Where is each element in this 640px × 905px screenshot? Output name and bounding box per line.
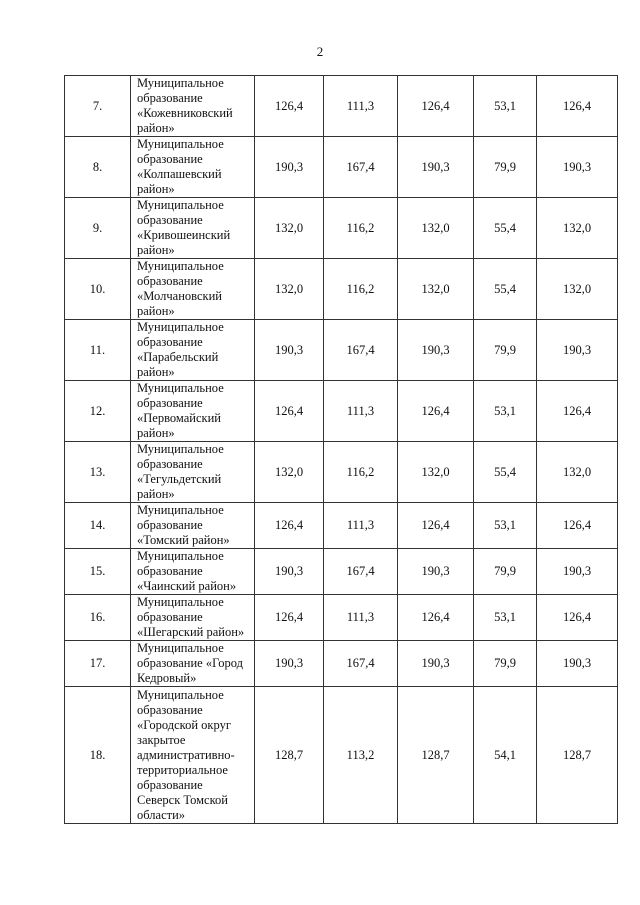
table-row <box>65 442 618 503</box>
municipality-name-line: образование <box>137 213 203 227</box>
value-cell-5: 128,7 <box>537 687 618 824</box>
municipality-name-line: образование <box>137 457 203 471</box>
value-cell-3: 132,0 <box>398 259 474 320</box>
municipality-name-line: «Колпашевский <box>137 167 222 181</box>
municipality-name-line: образование <box>137 518 203 532</box>
municipality-name-line: образование «Город <box>137 656 243 670</box>
table-body <box>65 76 618 824</box>
municipality-name <box>131 503 255 549</box>
value-cell-3: 126,4 <box>398 76 474 137</box>
value-cell-4: 53,1 <box>474 381 537 442</box>
value-cell-4: 79,9 <box>474 137 537 198</box>
municipality-name-line: Муниципальное <box>137 442 224 456</box>
municipality-name-line: Северск Томской <box>137 792 228 807</box>
municipality-name-line: «Городской округ <box>137 717 231 732</box>
municipality-name-line: «Чаинский район» <box>137 579 237 593</box>
row-number: 7. <box>65 76 131 137</box>
row-number: 8. <box>65 137 131 198</box>
municipality-name-line: Муниципальное <box>137 381 224 395</box>
table-row <box>65 381 618 442</box>
value-cell-2: 167,4 <box>324 137 398 198</box>
value-cell-2: 111,3 <box>324 381 398 442</box>
value-cell-5: 126,4 <box>537 503 618 549</box>
value-cell-4: 79,9 <box>474 320 537 381</box>
table-row <box>65 198 618 259</box>
value-cell-2: 111,3 <box>324 595 398 641</box>
value-cell-3: 126,4 <box>398 503 474 549</box>
row-number: 14. <box>65 503 131 549</box>
value-cell-3: 190,3 <box>398 137 474 198</box>
value-cell-1: 126,4 <box>255 595 324 641</box>
municipality-name-line: Муниципальное <box>137 641 224 655</box>
value-cell-3: 190,3 <box>398 641 474 687</box>
municipality-name-line: «Парабельский <box>137 350 219 364</box>
row-number: 12. <box>65 381 131 442</box>
municipality-name-line: район» <box>137 487 175 501</box>
row-number: 17. <box>65 641 131 687</box>
municipality-name-line: Муниципальное <box>137 687 224 702</box>
row-number: 9. <box>65 198 131 259</box>
municipality-name <box>131 320 255 381</box>
value-cell-1: 126,4 <box>255 76 324 137</box>
table-row <box>65 320 618 381</box>
municipality-name <box>131 381 255 442</box>
value-cell-3: 126,4 <box>398 595 474 641</box>
municipality-name-line: образование <box>137 610 203 624</box>
value-cell-2: 116,2 <box>324 198 398 259</box>
table-row <box>65 549 618 595</box>
value-cell-1: 190,3 <box>255 137 324 198</box>
row-number: 10. <box>65 259 131 320</box>
municipality-name <box>131 198 255 259</box>
table-row <box>65 259 618 320</box>
page-number: 2 <box>316 44 324 59</box>
value-cell-1: 190,3 <box>255 549 324 595</box>
row-number: 18. <box>65 687 131 824</box>
municipality-name-line: «Шегарский район» <box>137 625 245 639</box>
municipality-name-line: образование <box>137 91 203 105</box>
municipality-name-line: «Томский район» <box>137 533 230 547</box>
municipality-name-line: район» <box>137 121 175 135</box>
value-cell-1: 126,4 <box>255 381 324 442</box>
municipality-name-line: район» <box>137 243 175 257</box>
municipality-name-line: образование <box>137 702 203 717</box>
municipality-name-line: «Кривошеинский <box>137 228 231 242</box>
municipality-name-line: Муниципальное <box>137 320 224 334</box>
municipality-name-line: район» <box>137 426 175 440</box>
value-cell-2: 116,2 <box>324 259 398 320</box>
municipality-name-line: Муниципальное <box>137 259 224 273</box>
municipality-name-line: образование <box>137 335 203 349</box>
municipality-name <box>131 76 255 137</box>
row-number: 15. <box>65 549 131 595</box>
value-cell-4: 53,1 <box>474 76 537 137</box>
municipality-name-line: «Кожевниковский <box>137 106 233 120</box>
municipality-name-line: образование <box>137 777 203 792</box>
municipality-name <box>131 687 255 824</box>
municipality-name-line: Муниципальное <box>137 76 224 90</box>
value-cell-1: 126,4 <box>255 503 324 549</box>
value-cell-1: 190,3 <box>255 641 324 687</box>
value-cell-5: 126,4 <box>537 76 618 137</box>
table-row <box>65 76 618 137</box>
table-row <box>65 137 618 198</box>
value-cell-4: 55,4 <box>474 198 537 259</box>
value-cell-5: 190,3 <box>537 137 618 198</box>
table-row <box>65 503 618 549</box>
municipality-name <box>131 595 255 641</box>
value-cell-3: 132,0 <box>398 198 474 259</box>
table-row <box>65 641 618 687</box>
value-cell-4: 79,9 <box>474 641 537 687</box>
table-row <box>65 687 618 824</box>
value-cell-5: 126,4 <box>537 595 618 641</box>
municipality-name <box>131 259 255 320</box>
value-cell-4: 54,1 <box>474 687 537 824</box>
value-cell-2: 167,4 <box>324 320 398 381</box>
municipality-name <box>131 442 255 503</box>
municipality-name <box>131 641 255 687</box>
value-cell-3: 126,4 <box>398 381 474 442</box>
value-cell-2: 113,2 <box>324 687 398 824</box>
municipality-name-line: Муниципальное <box>137 198 224 212</box>
table-row <box>65 595 618 641</box>
value-cell-4: 53,1 <box>474 503 537 549</box>
value-cell-3: 128,7 <box>398 687 474 824</box>
value-cell-5: 132,0 <box>537 442 618 503</box>
municipality-name <box>131 137 255 198</box>
value-cell-1: 190,3 <box>255 320 324 381</box>
value-cell-5: 190,3 <box>537 549 618 595</box>
municipality-name-line: «Первомайский <box>137 411 221 425</box>
municipality-name-line: образование <box>137 564 203 578</box>
value-cell-1: 128,7 <box>255 687 324 824</box>
value-cell-2: 111,3 <box>324 503 398 549</box>
municipality-name-line: области» <box>137 807 186 822</box>
municipality-name-line: район» <box>137 304 175 318</box>
value-cell-2: 167,4 <box>324 549 398 595</box>
value-cell-4: 55,4 <box>474 442 537 503</box>
municipality-name-line: образование <box>137 396 203 410</box>
value-cell-4: 79,9 <box>474 549 537 595</box>
value-cell-1: 132,0 <box>255 259 324 320</box>
value-cell-5: 132,0 <box>537 198 618 259</box>
value-cell-3: 190,3 <box>398 320 474 381</box>
value-cell-5: 126,4 <box>537 381 618 442</box>
value-cell-5: 190,3 <box>537 641 618 687</box>
row-number: 13. <box>65 442 131 503</box>
municipality-name-line: Муниципальное <box>137 595 224 609</box>
municipality-name-line: территориальное <box>137 762 228 777</box>
municipality-name-line: образование <box>137 152 203 166</box>
municipality-name-line: район» <box>137 182 175 196</box>
municipality-name-line: «Тегульдетский <box>137 472 222 486</box>
municipality-name-line: Кедровый» <box>137 671 197 685</box>
municipality-name <box>131 549 255 595</box>
value-cell-5: 132,0 <box>537 259 618 320</box>
municipality-name-line: административно- <box>137 747 235 762</box>
municipality-name-line: район» <box>137 365 175 379</box>
value-cell-2: 116,2 <box>324 442 398 503</box>
municipality-name-line: образование <box>137 274 203 288</box>
value-cell-3: 190,3 <box>398 549 474 595</box>
data-table <box>64 75 618 824</box>
value-cell-5: 190,3 <box>537 320 618 381</box>
row-number: 11. <box>65 320 131 381</box>
row-number: 16. <box>65 595 131 641</box>
municipality-name-line: Муниципальное <box>137 137 224 151</box>
value-cell-4: 55,4 <box>474 259 537 320</box>
municipality-name-line: Муниципальное <box>137 503 224 517</box>
value-cell-1: 132,0 <box>255 198 324 259</box>
value-cell-1: 132,0 <box>255 442 324 503</box>
municipality-name-line: закрытое <box>137 732 186 747</box>
municipality-name-line: Муниципальное <box>137 549 224 563</box>
value-cell-2: 167,4 <box>324 641 398 687</box>
value-cell-2: 111,3 <box>324 76 398 137</box>
municipality-name-line: «Молчановский <box>137 289 222 303</box>
value-cell-3: 132,0 <box>398 442 474 503</box>
value-cell-4: 53,1 <box>474 595 537 641</box>
